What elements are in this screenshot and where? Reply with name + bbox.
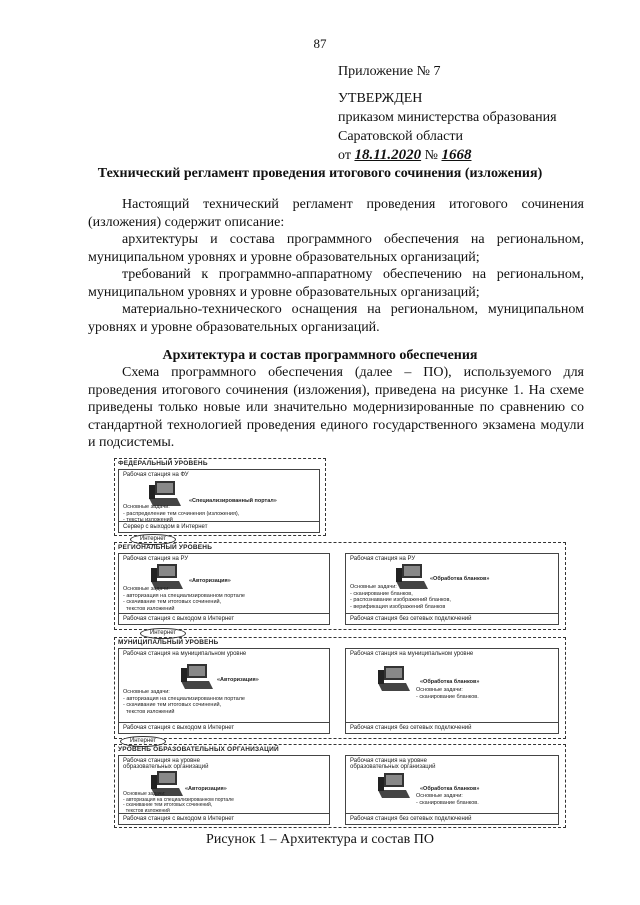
section-paragraph: Схема программного обеспечения (далее – ПО), используемого для проведения итогового сочинения (изложения), приведена на рисунке 1. На схеме приведены только новые или значительно модернизированные по сравнению со стандартной технологией проведения единого государственного экзамена модули и подсистемы. (88, 365, 584, 450)
school-right-box (345, 755, 559, 825)
computer-icon (179, 663, 213, 691)
handwritten-number: 1668 (441, 147, 472, 163)
approval-line-1: приказом министерства образования (338, 110, 557, 125)
intro-text (88, 196, 584, 336)
approved-label: УТВЕРЖДЕН (338, 91, 423, 106)
station-footer: Рабочая станция с выходом в Интернет (123, 616, 235, 622)
approval-block (338, 62, 557, 165)
number-label: № (424, 148, 438, 163)
level-title: ФЕДЕРАЛЬНЫЙ УРОВЕНЬ (118, 460, 208, 467)
figure-caption: Рисунок 1 – Архитектура и состав ПО (206, 832, 434, 847)
section-title: Архитектура и состав программного обеспечения (162, 348, 478, 363)
level-title: РЕГИОНАЛЬНЫЙ УРОВЕНЬ (118, 544, 213, 551)
station-footer: Рабочая станция без сетевых подключений (350, 725, 472, 731)
module-description: Основные задачи: - сканирование бланков, - распознавание изображений бланков, - верификация изображений бланков (350, 584, 451, 610)
regional-left-box (118, 553, 330, 625)
module-name: «Авторизация» (185, 786, 227, 792)
module-name: «Обработка бланков» (420, 786, 480, 792)
internet-node: Интернет (140, 628, 186, 639)
computer-icon (376, 665, 410, 693)
page-number: 87 (313, 36, 327, 51)
intro-paragraph: материально-технического оснащения на региональном, муниципальном уровнях и уровне образовательных организаций. (88, 302, 584, 335)
station-title: Рабочая станция на уровне образовательных организаций (350, 758, 436, 770)
level-title: УРОВЕНЬ ОБРАЗОВАТЕЛЬНЫХ ОРГАНИЗАЦИЙ (118, 746, 279, 753)
station-footer: Рабочая станция с выходом в Интернет (123, 816, 235, 822)
municipal-level (114, 637, 566, 739)
computer-icon (376, 772, 410, 800)
level-title: МУНИЦИПАЛЬНЫЙ УРОВЕНЬ (118, 639, 219, 646)
module-name: «Авторизация» (189, 578, 231, 584)
handwritten-date: 18.11.2020 (354, 147, 422, 163)
module-description: Основные задачи: - авторизация на специализированном портале - скачивание тем итоговых сочинений, текстов изложений (123, 791, 234, 814)
station-footer: Рабочая станция без сетевых подключений (350, 816, 472, 822)
section-text-block (88, 364, 584, 452)
station-title: Рабочая станция на РУ (350, 556, 416, 562)
module-description: Основные задачи: - распределение тем сочинения (изложения), - тексты изложений (123, 504, 240, 523)
intro-paragraph: Настоящий технический регламент проведения итогового сочинения (изложения) содержит описание: (88, 197, 584, 230)
school-left-box (118, 755, 330, 825)
internet-node: Интернет (120, 736, 166, 747)
module-description: Основные задачи: - авторизация на специализированном портале - скачивание тем итоговых сочинений, текстов изложений (123, 689, 245, 715)
appendix-label: Приложение № 7 (338, 64, 441, 79)
municipal-left-box (118, 648, 330, 734)
document-title: Технический регламент проведения итогового сочинения (изложения) (97, 166, 543, 181)
module-name: «Обработка бланков» (420, 679, 480, 685)
station-footer: Рабочая станция без сетевых подключений (350, 616, 472, 622)
regional-level (114, 542, 566, 630)
federal-station-box (118, 469, 320, 533)
approval-date-line (338, 146, 557, 165)
station-title: Рабочая станция на ФУ (123, 472, 189, 478)
module-description: Основные задачи: - сканирование бланков. (416, 793, 479, 806)
module-name: «Специализированный портал» (189, 498, 277, 504)
module-name: «Авторизация» (217, 677, 259, 683)
approval-line-2: Саратовской области (338, 129, 463, 144)
intro-paragraph: требований к программно-аппаратному обеспечению на региональном, муниципальном уровнях и уровне образовательных организаций; (88, 267, 584, 300)
architecture-diagram (110, 456, 570, 828)
internet-node: Интернет (130, 534, 176, 545)
intro-paragraph: архитектуры и состава программного обеспечения на региональном, муниципальном уровнях и уровне образовательных организаций; (88, 232, 584, 265)
from-label: от (338, 148, 351, 163)
municipal-right-box (345, 648, 559, 734)
module-name: «Обработка бланков» (430, 576, 490, 582)
station-title: Рабочая станция на РУ (123, 556, 189, 562)
federal-level (114, 458, 326, 536)
station-title: Рабочая станция на муниципальном уровне (123, 651, 247, 657)
station-footer: Сервер с выходом в Интернет (123, 524, 208, 530)
station-footer: Рабочая станция с выходом в Интернет (123, 725, 235, 731)
regional-right-box (345, 553, 559, 625)
station-title: Рабочая станция на муниципальном уровне (350, 651, 474, 657)
school-level (114, 744, 566, 828)
station-title: Рабочая станция на уровне образовательных организаций (123, 758, 209, 770)
module-description: Основные задачи: - сканирование бланков. (416, 687, 479, 700)
module-description: Основные задачи: - авторизация на специализированном портале - скачивание тем итоговых сочинений, текстов изложений (123, 586, 245, 612)
